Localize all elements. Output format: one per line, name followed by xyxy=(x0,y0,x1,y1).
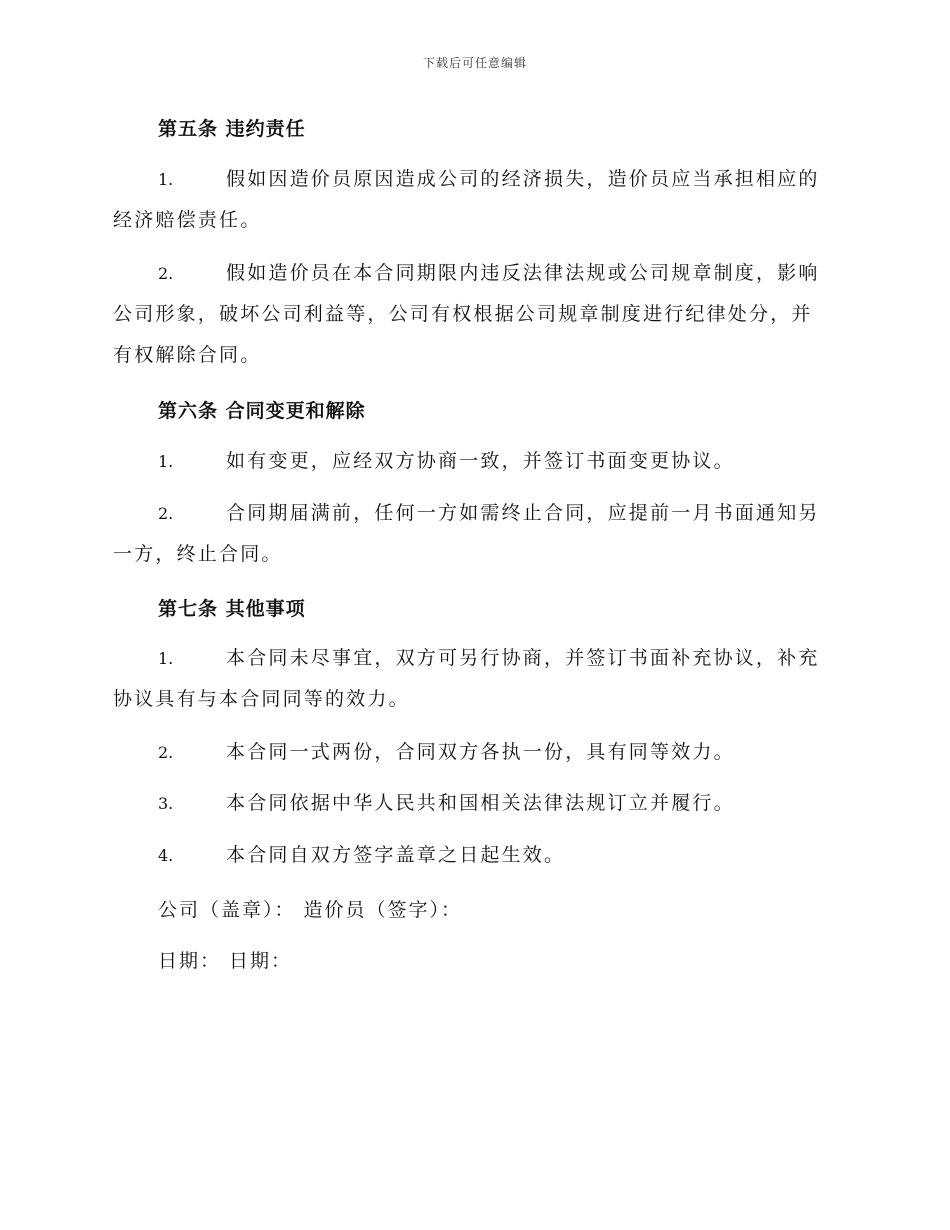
signature-dates-line: 日期： 日期： xyxy=(158,950,293,972)
clause-number: 2. xyxy=(158,504,174,523)
clause-text: 公司形象，破坏公司利益等，公司有权根据公司规章制度进行纪律处分，并 xyxy=(113,303,813,325)
section-title-7: 第七条 其他事项 xyxy=(158,598,306,620)
clause-7-3 xyxy=(113,783,833,824)
clause-number: 1. xyxy=(158,649,174,668)
clause-number: 4. xyxy=(158,846,174,865)
clause-text: 有权解除合同。 xyxy=(113,344,262,366)
clause-number: 3. xyxy=(158,794,174,813)
section-title-6: 第六条 合同变更和解除 xyxy=(158,400,366,422)
clause-text: 假如造价员在本合同期限内违反法律法规或公司规章制度，影响 xyxy=(226,262,820,284)
header-note: 下载后可任意编辑 xyxy=(422,56,527,70)
clause-text: 本合同未尽事宜，双方可另行协商，并签订书面补充协议，补充 xyxy=(226,647,820,669)
clause-number: 1. xyxy=(158,170,174,189)
clause-6-2 xyxy=(113,493,833,575)
clause-text: 合同期届满前，任何一方如需终止合同，应提前一月书面通知另 xyxy=(226,502,820,524)
clause-6-1 xyxy=(113,441,833,482)
clause-text: 本合同依据中华人民共和国相关法律法规订立并履行。 xyxy=(226,792,735,814)
signature-parties-line: 公司（盖章）： 造价员（签字）： xyxy=(158,899,463,921)
clause-7-4 xyxy=(113,835,833,876)
clause-text: 本合同自双方签字盖章之日起生效。 xyxy=(226,844,566,866)
clause-7-1 xyxy=(113,638,833,720)
clause-5-1 xyxy=(113,159,833,241)
clause-text: 经济赔偿责任。 xyxy=(113,209,262,231)
clause-text: 假如因造价员原因造成公司的经济损失，造价员应当承担相应的 xyxy=(226,168,820,190)
clause-7-2 xyxy=(113,732,833,773)
clause-number: 2. xyxy=(158,743,174,762)
clause-number: 2. xyxy=(158,264,174,283)
section-title-5: 第五条 违约责任 xyxy=(158,118,306,140)
clause-text: 如有变更，应经双方协商一致，并签订书面变更协议。 xyxy=(226,450,735,472)
clause-5-2 xyxy=(113,253,833,376)
clause-text: 一方，终止合同。 xyxy=(113,543,283,565)
clause-number: 1. xyxy=(158,452,174,471)
clause-text: 本合同一式两份，合同双方各执一份，具有同等效力。 xyxy=(226,741,735,763)
clause-text: 协议具有与本合同同等的效力。 xyxy=(113,688,410,710)
